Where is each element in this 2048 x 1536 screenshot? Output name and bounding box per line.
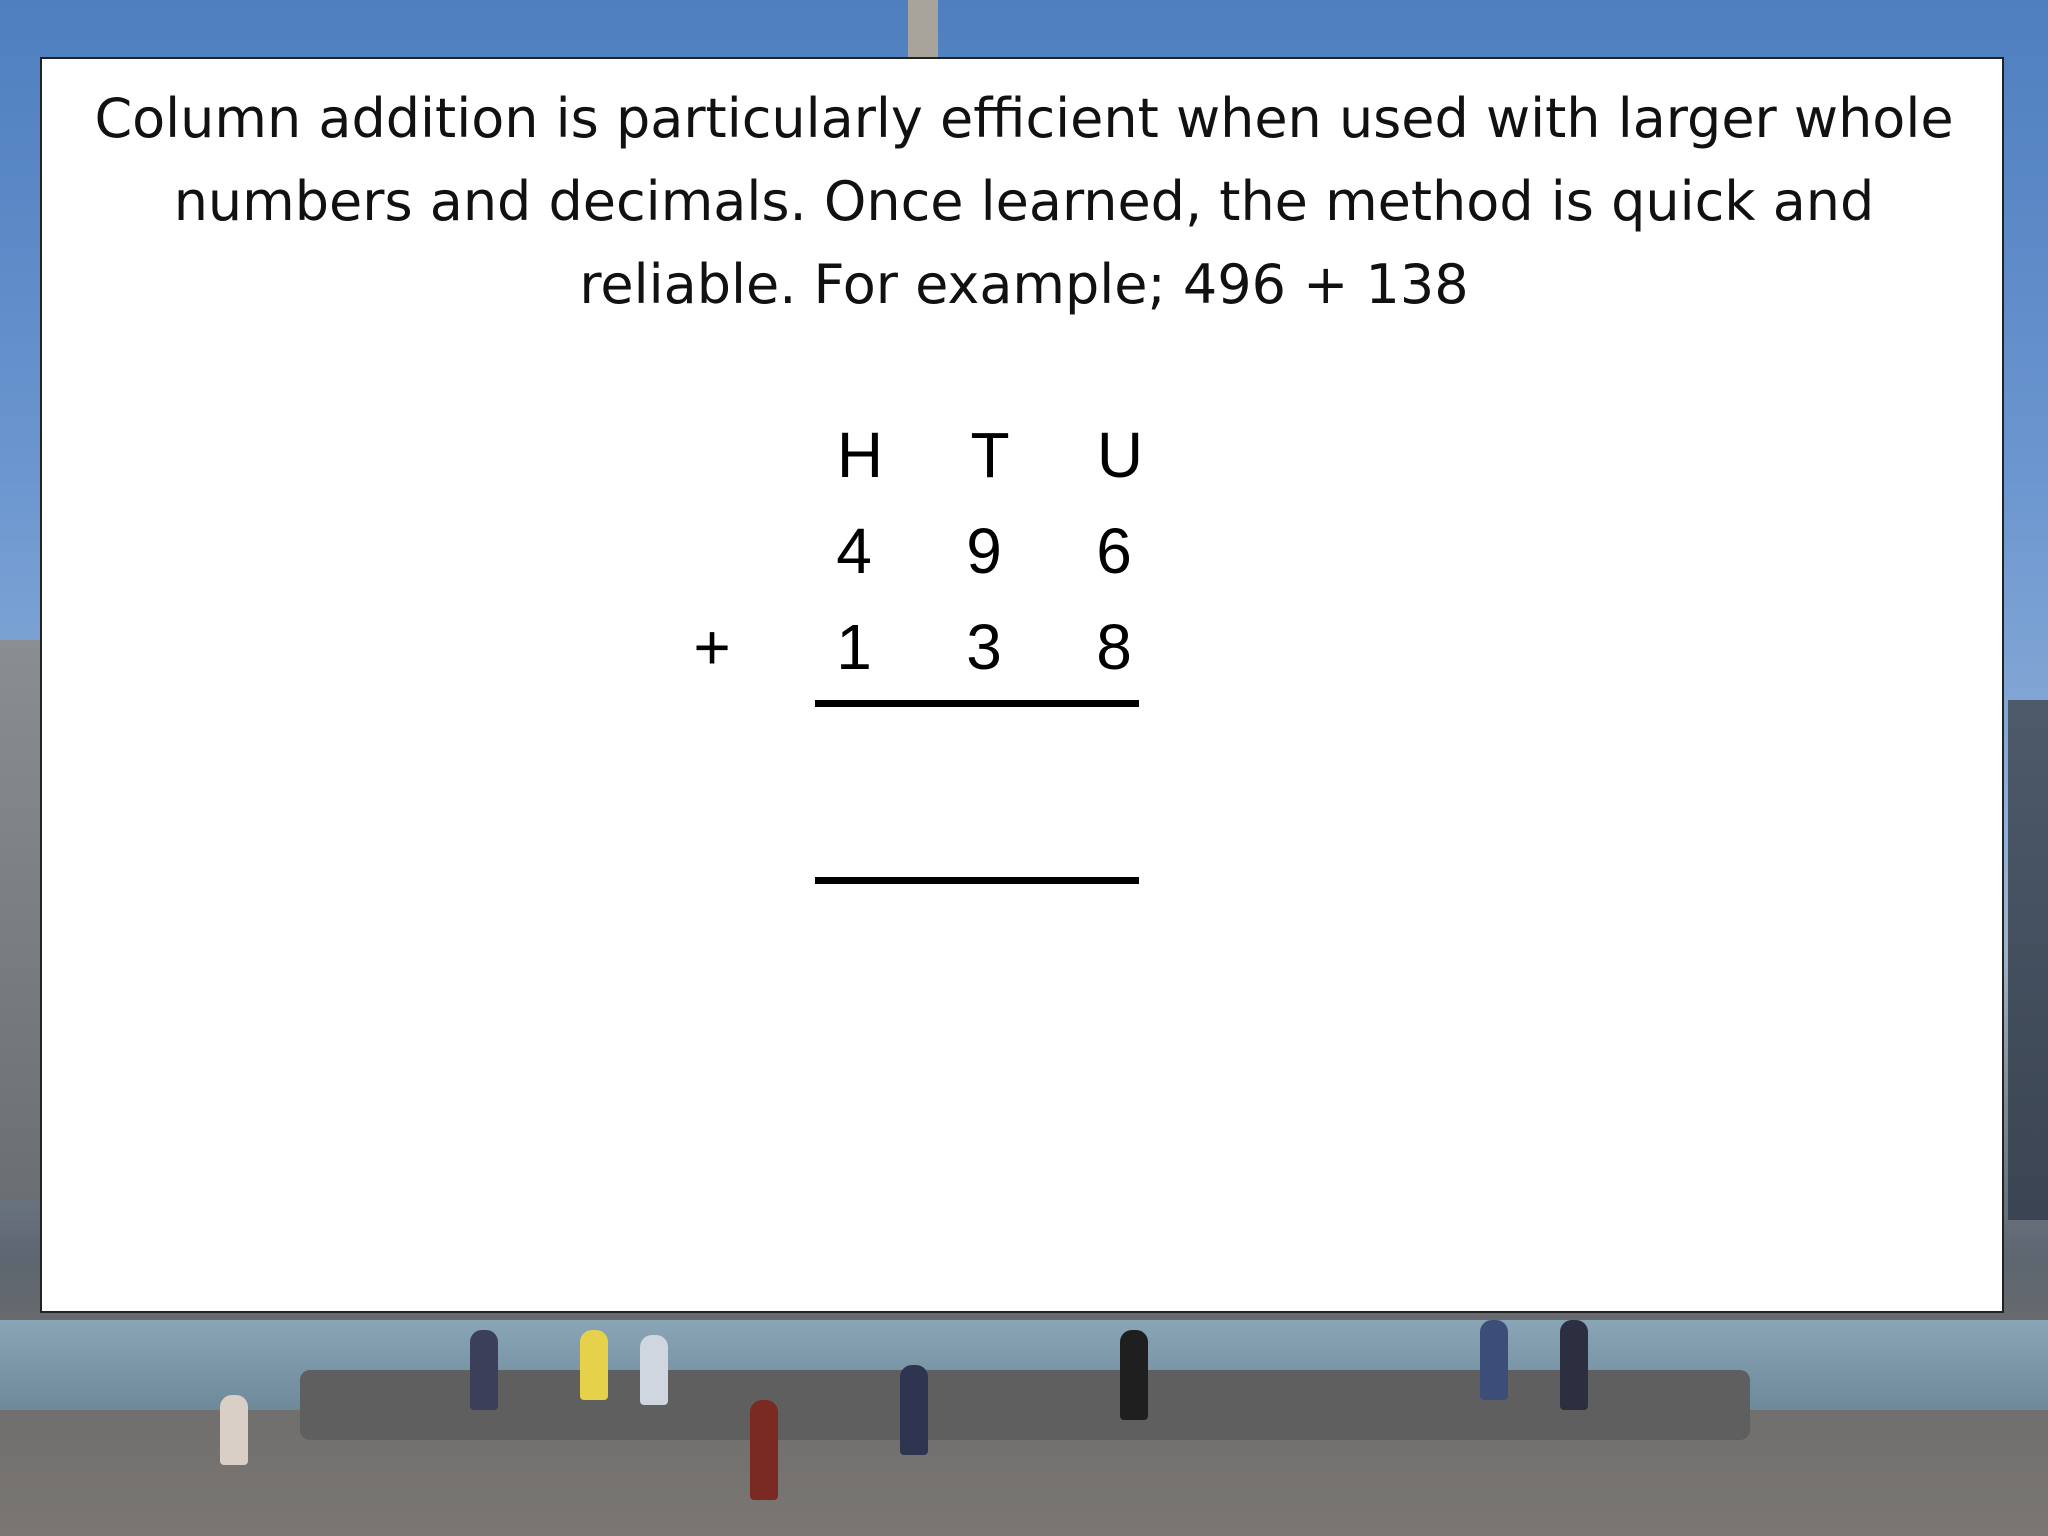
background-fountain-ledge [300, 1370, 1750, 1440]
column-header-tens: T [970, 419, 1010, 491]
background-person [640, 1335, 668, 1405]
background-person [470, 1330, 498, 1410]
background-column-spire [908, 0, 938, 58]
bottom-number-tens: 3 [966, 611, 1002, 683]
plus-operator: + [693, 611, 731, 683]
background-person [900, 1365, 928, 1455]
background-person [1480, 1320, 1508, 1400]
background-building-left [0, 640, 40, 1200]
intro-text: Column addition is particularly efficient when used with larger whole numbers and decimals. Once learned, the method is quick and reliable. For example; 496 + 138 [94, 87, 1954, 316]
bottom-number-units: 8 [1096, 611, 1132, 683]
background-person [1560, 1320, 1588, 1410]
background-building-right [2008, 700, 2048, 1220]
top-number-tens: 9 [966, 515, 1002, 587]
background-person [580, 1330, 608, 1400]
sum-rule-top [815, 700, 1139, 707]
background-person [1120, 1330, 1148, 1420]
background-person [220, 1395, 248, 1465]
column-header-units: U [1096, 419, 1144, 491]
slide-panel [40, 57, 2004, 1313]
bottom-number-hundreds: 1 [836, 611, 872, 683]
background-person [750, 1400, 778, 1500]
sum-rule-bottom [815, 877, 1139, 884]
column-header-hundreds: H [836, 419, 884, 491]
top-number-hundreds: 4 [836, 515, 872, 587]
top-number-units: 6 [1096, 515, 1132, 587]
